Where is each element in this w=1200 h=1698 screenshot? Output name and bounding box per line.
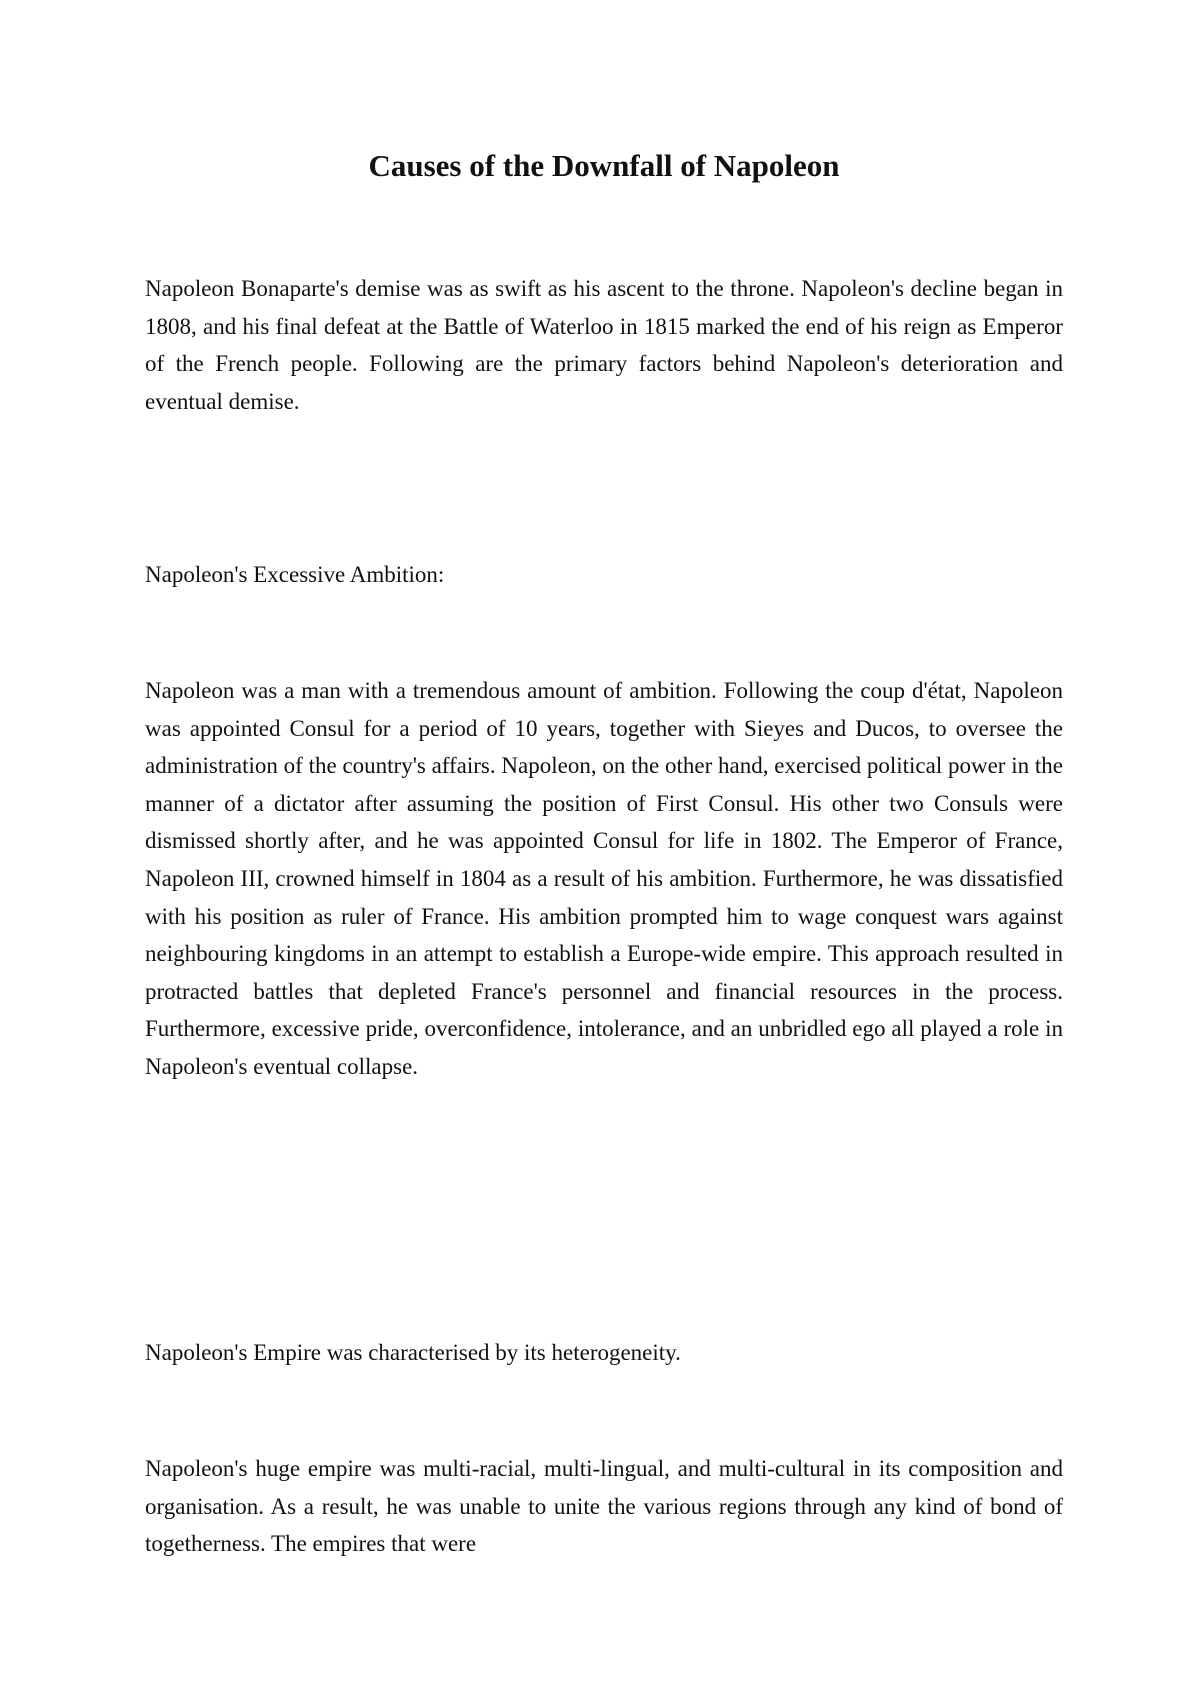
document-page (145, 0, 1063, 1698)
section-body-ambition: Napoleon was a man with a tremendous amount of ambition. Following the coup d'état, Napoleon was appointed Consul for a period of 10 years, together with Sieyes and Ducos, to oversee the administration of the country's affairs. Napoleon, on the other hand, exercised political power in the manner of a dictator after assuming the position of First Consul. His other two Consuls were dismissed shortly after, and he was appointed Consul for life in 1802. The Emperor of France, Napoleon III, crowned himself in 1804 as a result of his ambition. Furthermore, he was dissatisfied with his position as ruler of France. His ambition prompted him to wage conquest wars against neighbouring kingdoms in an attempt to establish a Europe-wide empire. This approach resulted in protracted battles that depleted France's personnel and financial resources in the process. Furthermore, excessive pride, overconfidence, intolerance, and an unbridled ego all played a role in Napoleon's eventual collapse. (145, 678, 1063, 1079)
document-title: Causes of the Downfall of Napoleon (368, 148, 840, 183)
section-heading-empire: Napoleon's Empire was characterised by its heterogeneity. (145, 1340, 681, 1365)
section-heading-ambition: Napoleon's Excessive Ambition: (145, 562, 445, 587)
intro-paragraph: Napoleon Bonaparte's demise was as swift as his ascent to the throne. Napoleon's decline began in 1808, and his final defeat at the Battle of Waterloo in 1815 marked the end of his reign as Emperor of the French people. Following are the primary factors behind Napoleon's deterioration and eventual demise. (145, 276, 1063, 414)
section-body-empire: Napoleon's huge empire was multi-racial, multi-lingual, and multi-cultural in its composition and organisation. As a result, he was unable to unite the various regions through any kind of bond of togetherness. The empires that were (145, 1456, 1063, 1557)
